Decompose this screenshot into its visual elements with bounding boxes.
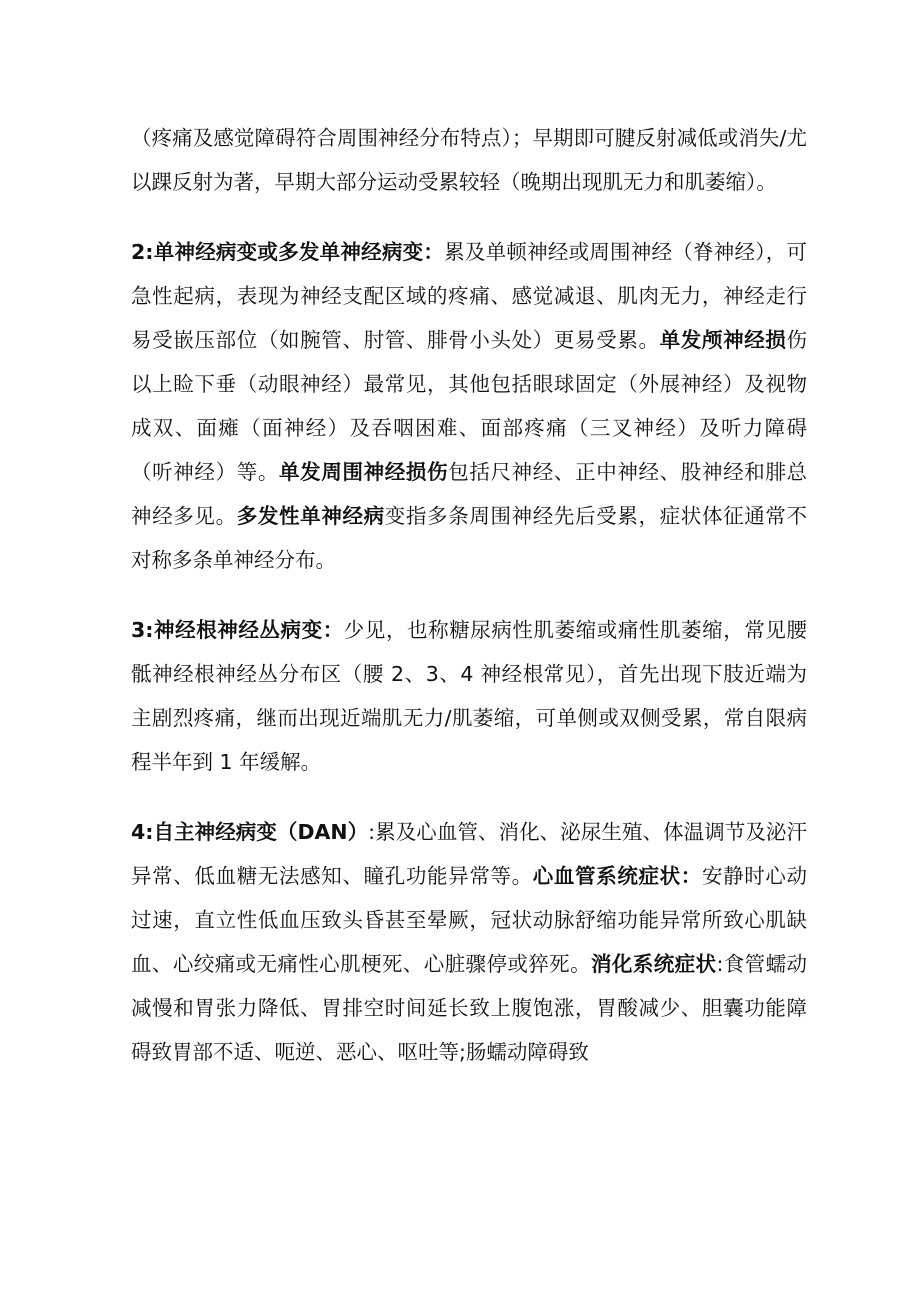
document-page — [131, 116, 807, 1100]
paragraph-2 — [131, 230, 807, 582]
section-heading: 3:神经根神经丛病变： — [131, 618, 344, 642]
bold-term: 单发颅神经损 — [659, 328, 787, 352]
paragraph-text: :累及心血管、消化、泌尿生殖、体温调节及泌汗异常、低血糖无法感知、瞳孔功能异常等。 — [131, 820, 807, 888]
bold-term: 消化系统症状 — [591, 952, 717, 976]
paragraph-text: 累及单顿神经或周围神经（脊神经），可急性起病，表现为神经支配区域的疼痛、感觉减退、肌肉无力，神经走行易受嵌压部位（如腕管、肘管、腓骨小头处）更易受累。 — [131, 240, 807, 352]
paragraph-text: 伤以上睑下垂（动眼神经）最常见，其他包括眼球固定（外展神经）及视物成双、面瘫（面神经）及吞咽困难、面部疼痛（三叉神经）及听力障碍（听神经）等。 — [131, 328, 808, 484]
section-heading: 2:单神经病变或多发单神经病变： — [131, 240, 445, 264]
paragraph-text: 少见，也称糖尿病性肌萎缩或痛性肌萎缩，常见腰骶神经根神经丛分布区（腰 2、3、4 神经根常见），首先出现下肢近端为主剧烈疼痛，继而出现近端肌无力/肌萎缩，可单侧或双侧受累，常自限病程半年到 1 年缓解。 — [131, 618, 807, 774]
paragraph-3 — [131, 608, 807, 784]
paragraph-text: 包括尺神经、正中神经、股神经和腓总神经多见。 — [131, 460, 808, 528]
paragraph-4 — [131, 810, 807, 1074]
bold-term: 心血管系统症状： — [532, 864, 702, 888]
paragraph-1 — [131, 116, 807, 204]
bold-term: 多发性单神经病 — [236, 504, 385, 528]
paragraph-text: :食管蠕动减慢和胃张力降低、胃排空时间延长致上腹饱涨，胃酸减少、胆囊功能障碍致胃部不适、呃逆、恶心、呕吐等;肠蠕动障碍致 — [131, 952, 807, 1064]
bold-term: 单发周围神经损伤 — [279, 460, 449, 484]
paragraph-text: （疼痛及感觉障碍符合周围神经分布特点）；早期即可腱反射减低或消失/尤以踝反射为著，早期大部分运动受累较轻（晚期出现肌无力和肌萎缩）。 — [131, 126, 807, 194]
paragraph-text: 安静时心动过速，直立性低血压致头昏甚至晕厥，冠状动脉舒缩功能异常所致心肌缺血、心绞痛或无痛性心肌梗死、心脏骤停或猝死。 — [131, 864, 808, 976]
section-heading: 4:自主神经病变（DAN） — [131, 820, 369, 844]
paragraph-text: 变指多条周围神经先后受累，症状体征通常不对称多条单神经分布。 — [131, 504, 808, 572]
